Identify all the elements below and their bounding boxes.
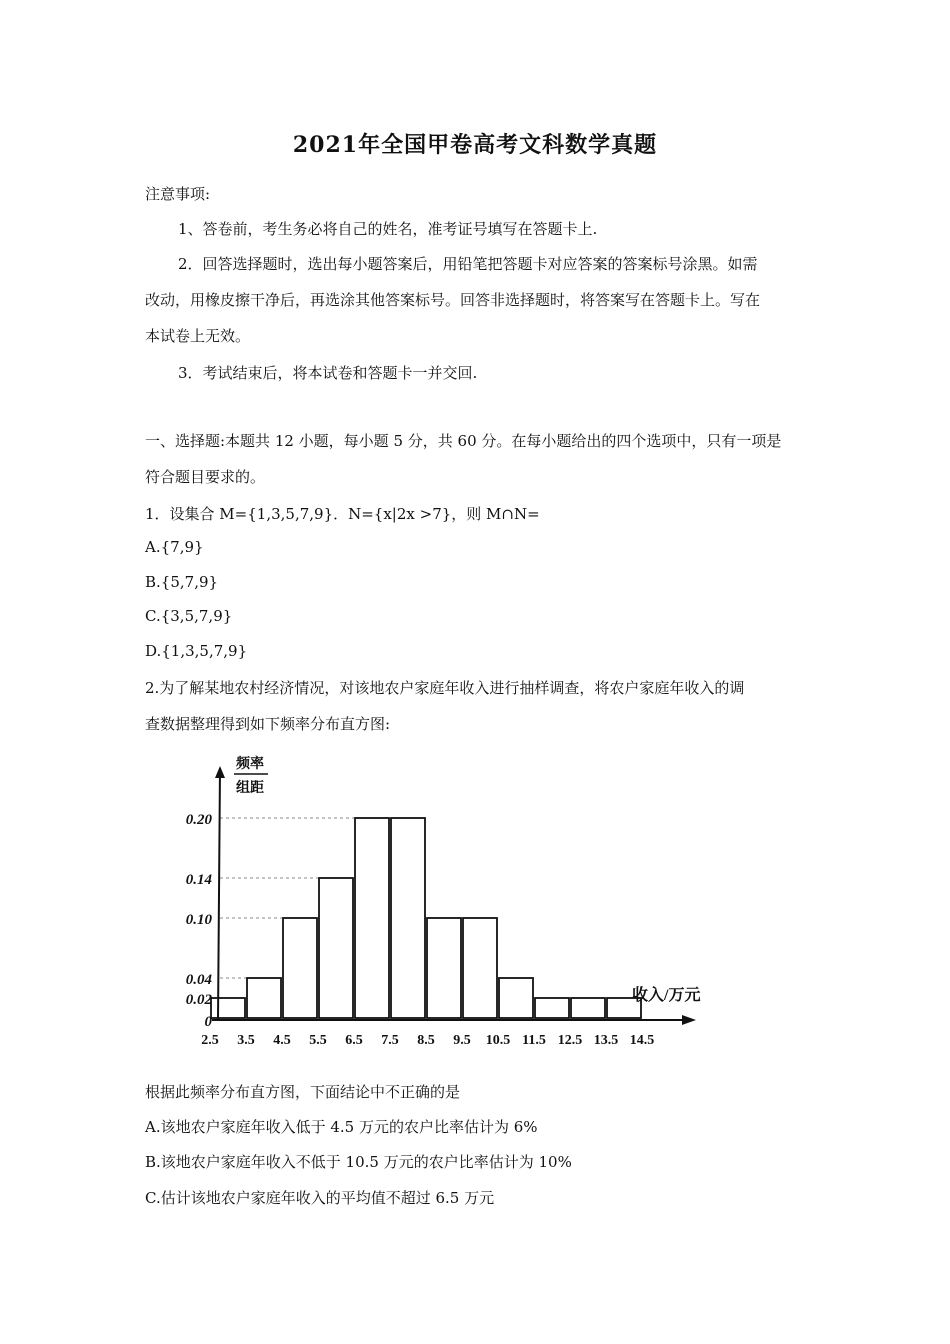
x-tick-label: 10.5 bbox=[485, 1033, 511, 1048]
notes-item-1: 1、答卷前，考生务必将自己的姓名，准考证号填写在答题卡上. bbox=[178, 220, 598, 238]
x-tick-label: 14.5 bbox=[629, 1033, 655, 1048]
histogram-bar bbox=[283, 918, 317, 1018]
x-axis-arrow-icon bbox=[682, 1015, 696, 1025]
x-tick-label: 7.5 bbox=[381, 1033, 399, 1048]
histogram-bar bbox=[319, 878, 353, 1018]
question-1-option-a: A.{7,9} bbox=[145, 538, 204, 556]
x-tick-label: 6.5 bbox=[345, 1033, 363, 1048]
y-tick-label: 0 bbox=[204, 1014, 212, 1030]
histogram-bar bbox=[571, 998, 605, 1018]
question-2-option-b: B.该地农户家庭年收入不低于 10.5 万元的农户比率估计为 10% bbox=[145, 1153, 572, 1171]
histogram-bar bbox=[211, 998, 245, 1018]
x-axis-label: 收入/万元 bbox=[632, 987, 701, 1004]
notes-item-2-line-1: 2．回答选择题时，选出每小题答案后，用铅笔把答题卡对应答案的答案标号涂黑。如需 bbox=[178, 255, 758, 273]
histogram-bar bbox=[391, 818, 425, 1018]
x-tick-label: 4.5 bbox=[273, 1033, 291, 1048]
frequency-histogram bbox=[168, 752, 708, 1052]
x-tick-label: 2.5 bbox=[201, 1033, 219, 1048]
question-1-option-c: C.{3,5,7,9} bbox=[145, 607, 233, 625]
question-1-option-d: D.{1,3,5,7,9} bbox=[145, 642, 248, 660]
histogram-bar bbox=[535, 998, 569, 1018]
question-1-option-b: B.{5,7,9} bbox=[145, 573, 219, 591]
x-tick-label: 8.5 bbox=[417, 1033, 435, 1048]
histogram-bar bbox=[463, 918, 497, 1018]
x-tick-label: 3.5 bbox=[237, 1033, 255, 1048]
x-tick-label: 5.5 bbox=[309, 1033, 327, 1048]
histogram-bar bbox=[355, 818, 389, 1018]
y-axis-label-top: 频率 bbox=[236, 757, 264, 772]
question-2-stem-line-2: 查数据整理得到如下频率分布直方图: bbox=[145, 715, 391, 733]
question-2-option-c: C.估计该地农户家庭年收入的平均值不超过 6.5 万元 bbox=[145, 1189, 495, 1207]
y-axis bbox=[218, 768, 220, 1020]
question-1-stem: 1．设集合 M={1,3,5,7,9}．N={x|2x >7}，则 M∩N= bbox=[145, 505, 540, 523]
notes-item-3: 3．考试结束后，将本试卷和答题卡一并交回. bbox=[178, 364, 478, 382]
y-axis-label-bottom: 组距 bbox=[236, 781, 264, 796]
histogram-bar bbox=[247, 978, 281, 1018]
y-tick-label: 0.02 bbox=[185, 992, 212, 1008]
question-2-prompt: 根据此频率分布直方图，下面结论中不正确的是 bbox=[145, 1083, 461, 1101]
x-tick-label: 13.5 bbox=[593, 1033, 619, 1048]
histogram-bar bbox=[499, 978, 533, 1018]
y-tick-label: 0.10 bbox=[185, 912, 212, 928]
section-heading-line-2: 符合题目要求的。 bbox=[145, 468, 266, 486]
y-tick-label: 0.20 bbox=[185, 812, 212, 828]
x-tick-label: 12.5 bbox=[557, 1033, 583, 1048]
y-axis-arrow-icon bbox=[215, 766, 225, 778]
notes-heading: 注意事项: bbox=[145, 185, 211, 203]
section-heading-line-1: 一、选择题:本题共 12 小题，每小题 5 分，共 60 分。在每小题给出的四个选项中，只有一项是 bbox=[145, 432, 782, 450]
histogram-bar bbox=[427, 918, 461, 1018]
notes-item-2-line-2: 改动，用橡皮擦干净后，再选涂其他答案标号。回答非选择题时，将答案写在答题卡上。写在 bbox=[145, 291, 761, 309]
question-2-option-a: A.该地农户家庭年收入低于 4.5 万元的农户比率估计为 6% bbox=[145, 1118, 538, 1136]
paper-title: 2021年全国甲卷高考文科数学真题 bbox=[292, 132, 658, 158]
y-tick-label: 0.04 bbox=[185, 972, 212, 988]
x-tick-label: 9.5 bbox=[453, 1033, 471, 1048]
question-2-stem-line-1: 2.为了解某地农村经济情况，对该地农户家庭年收入进行抽样调查，将农户家庭年收入的调 bbox=[145, 679, 745, 697]
notes-item-2-line-3: 本试卷上无效。 bbox=[145, 327, 251, 345]
y-tick-label: 0.14 bbox=[185, 872, 212, 888]
x-tick-label: 11.5 bbox=[522, 1033, 546, 1048]
